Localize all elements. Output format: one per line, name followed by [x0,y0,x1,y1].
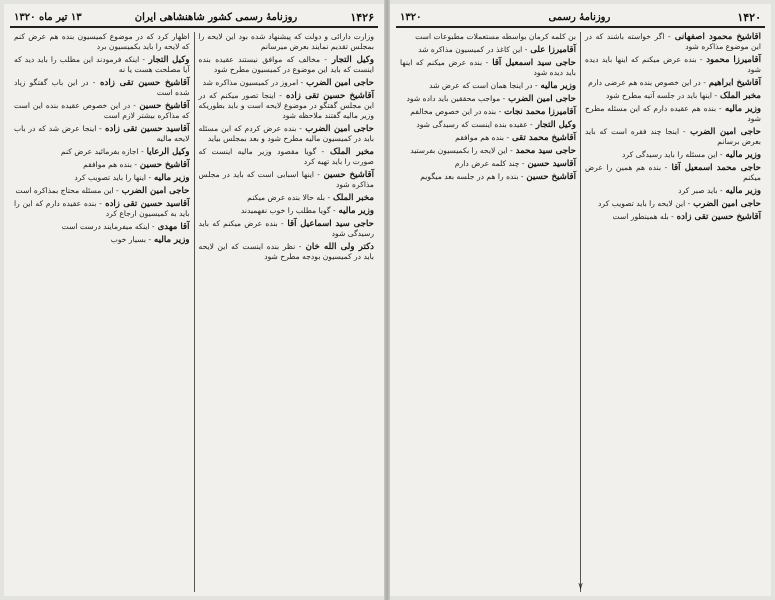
speech-paragraph [400,107,576,117]
left-page [4,4,384,596]
speech-text: - در این خصوص بنده هم عرضی دارم [588,78,706,87]
text-column [396,32,580,592]
speaker-name: آقاسید حسین [524,159,576,169]
text-column [580,32,765,592]
speech-paragraph [585,104,761,124]
speech-text: - اینها را باید تصویب کرد [74,173,152,182]
speaker-name: وزیر مالیه [721,104,761,114]
speaker-name: حاجی امین الضرب [505,94,576,104]
speaker-name: حاجی سید اسماعیل آقا [283,219,374,229]
speaker-name: مخبر الملک [717,91,761,101]
speaker-name: آقامیرزا محمد نجات [501,107,576,117]
speech-text: - بنده هم عقیده دارم که این مسئله مطرح شود [585,104,761,123]
speech-text: - بنده را هم در جلسه بعد میگویم [420,172,524,181]
speech-paragraph [14,173,190,183]
right-page [390,4,771,596]
right-page-number: ۱۴۲۰ [737,10,761,24]
speech-text: - این کاغذ در کمیسیون مذاکره شد [418,45,528,54]
speech-text: - مواجب محققین باید داده شود [406,94,506,103]
speech-text: - بنده عرض میکنم که اینها باید دیده شود [400,58,576,77]
speech-paragraph [199,219,375,239]
speech-text: اظهار کرد که در موضوع کمیسیون بنده هم عرض کنم که لایحه را باید بکمیسیون برد [14,32,190,51]
speaker-name: آقاشیخ محمود اصفهانی [670,32,761,42]
page-footer-number: ۷ [578,582,583,592]
speech-paragraph [400,32,576,42]
speaker-name: آقامیرزا محمود [702,55,761,65]
speaker-name: آقاشیخ حسین [523,172,576,182]
speech-paragraph [585,127,761,147]
speech-text: بن کلمه کرمان بواسطه مستعملات مطبوعات است [415,32,576,41]
speech-paragraph [199,170,375,190]
speech-paragraph [199,242,375,262]
text-column [10,32,194,592]
speech-text: - اینکه فرمودند این مطلب را باید دید که آیا مصلحت هست یا نه [14,55,190,74]
speech-text: - گویا مقصود وزیر مالیه اینست که صورت را باید تهیه کرد [198,147,374,166]
speech-paragraph [199,32,375,52]
speaker-name: آقاشیخ حسین تقی زاده [673,212,761,222]
speaker-name: حاجی امین الضرب [118,186,190,196]
speech-text: - اگر خواسته باشند که در این موضوع مذاکره شود [585,32,761,51]
speech-text: - امروز در کمیسیون مذاکره شد [202,78,304,87]
speaker-name: وکیل التجار [532,120,576,130]
speech-text: - اینجا چند فقره است که باید بعرض برسانم [585,127,761,146]
speech-paragraph [400,120,576,130]
speaker-name: حاجی امین الضرب [685,127,761,137]
speech-paragraph [400,81,576,91]
speech-paragraph [585,78,761,88]
speech-paragraph [14,186,190,196]
speaker-name: آقاشیخ حسین تقی زاده [281,91,374,101]
speaker-name: آقاشیخ محمد تقی [509,133,576,143]
speaker-name: حاجی امین الضرب [690,199,761,209]
speaker-name: آقاشیخ حسین تقی زاده [95,78,190,88]
speaker-name: وکیل التجار [326,55,374,65]
speech-paragraph [199,206,375,216]
speech-text: - بنده عرض میکنم که اینها باید دیده شود [585,55,761,74]
speech-text: - بنده عقیده دارم که این را باید به کمیسیون ارجاع کرد [14,199,190,218]
speech-paragraph [14,160,190,170]
speech-paragraph [14,124,190,144]
speaker-name: وکیل الرعایا [143,147,190,157]
speaker-name: وکیل التجار [144,55,190,65]
speech-paragraph [14,235,190,245]
speech-text: - اینها باید در جلسه آتیه مطرح شود [605,91,718,100]
text-column [194,32,379,592]
left-page-title: روزنامهٔ رسمی کشور شاهنشاهی ایران [134,11,298,23]
speaker-name: آقاشیخ ابراهیم [705,78,761,88]
speech-paragraph [400,45,576,55]
speaker-name: حاجی محمد اسمعیل آقا [667,163,761,173]
speaker-name: حاجی سید محمد [512,146,576,156]
speech-text: - در این باب گفتگو زیاد شده است [14,78,190,97]
speech-text: - این لایحه را باید تصویب کرد [598,199,691,208]
speech-text: - مخالف که موافق نیستند عقیده بنده اینست که باید این موضوع در کمیسیون مطرح شود [198,55,374,74]
speech-text: - چند کلمه عرض دارم [454,159,525,168]
speech-paragraph [14,101,190,121]
left-page-columns [10,32,378,592]
speech-text: - عقیده بنده اینست که رسیدگی شود [416,120,533,129]
speech-paragraph [199,147,375,167]
speech-text: - بنده در این خصوص مخالفم [410,107,502,116]
speech-text: - بله همینطور است [612,212,674,221]
speech-text: - باید صبر کرد [678,186,723,195]
speech-text: - این مسئله را باید رسیدگی کرد [622,150,723,159]
speech-paragraph [400,159,576,169]
speech-paragraph [14,199,190,219]
speech-text: - این لایحه را بکمیسیون بفرستید [410,146,513,155]
speech-paragraph [199,91,375,121]
speaker-name: آقاشیخ حسین [135,101,190,111]
right-page-columns [396,32,765,592]
speaker-name: مخبر الملک [324,147,374,157]
speech-paragraph [400,94,576,104]
speech-paragraph [199,55,375,75]
speech-paragraph [585,55,761,75]
speaker-name: آقاشیخ حسین [136,160,190,170]
speech-paragraph [585,199,761,209]
speech-text: - اینجا عرض شد که در باب لایحه مالیه [14,124,190,143]
speaker-name: وزیر مالیه [151,173,190,183]
speech-text: - در اینجا همان است که عرض شد [429,81,538,90]
speech-paragraph [585,186,761,196]
speech-paragraph [585,212,761,222]
speech-paragraph [400,146,576,156]
speech-text: - اینکه میفرمایند درست است [61,222,155,231]
right-page-header [396,8,765,28]
speech-text: - نظر بنده اینست که این لایحه باید در کمیسیون بودجه مطرح شود [198,242,374,261]
speech-paragraph [585,163,761,183]
speech-paragraph [585,32,761,52]
speaker-name: مخبر الملک [330,193,374,203]
speech-text: - گویا مطلب را خوب نفهمیدند [240,206,336,215]
speaker-name: آقامیرزا علی [527,45,576,55]
speech-text: - بنده هم موافقم [455,133,510,142]
speaker-name: حاجی سید اسمعیل آقا [488,58,576,68]
speech-paragraph [400,172,576,182]
speech-paragraph [400,58,576,78]
speech-paragraph [199,124,375,144]
speech-paragraph [14,55,190,75]
speech-paragraph [400,133,576,143]
speech-text: وزارت دارائی و دولت که پیشنهاد شده بود این لایحه را بمجلس تقدیم نمایند بعرض میرسانم [198,32,374,51]
speaker-name: آقا مهدی [154,222,190,232]
speaker-name: آقاشیخ حسین [319,170,374,180]
speech-text: - بنده عرض کردم که این مسئله باید در کمیسیون مالیه مطرح شود و بعد بمجلس بیاید [198,124,374,143]
speech-text: - بسیار خوب [110,235,152,244]
speaker-name: آقاسید حسین تقی زاده [101,199,190,209]
speech-text: - در این خصوص عقیده بنده این است که مذاکره بیشتر لازم است [14,101,190,120]
speech-paragraph [585,91,761,101]
speech-paragraph [199,193,375,203]
speech-text: - بنده هم موافقم [83,160,137,169]
speech-paragraph [199,78,375,88]
speaker-name: وزیر مالیه [537,81,576,91]
speaker-name: حاجی امین الضرب [301,124,374,134]
speech-text: - اجازه بفرمائید عرض کنم [60,147,144,156]
right-page-date: ۱۳۲۰ [400,11,422,23]
speaker-name: دکتر ولی الله خان [301,242,374,252]
left-page-number: ۱۴۲۶ [350,10,374,24]
speaker-name: حاجی امین الضرب [303,78,374,88]
speaker-name: وزیر مالیه [722,186,761,196]
right-page-title: روزنامهٔ رسمی [548,11,611,23]
speech-text: - بله حالا بنده عرض میکنم [247,193,331,202]
speech-paragraph [14,222,190,232]
speech-text: - بنده هم همین را عرض میکنم [585,163,761,182]
speech-text: - بنده عرض میکنم که باید رسیدگی شود [198,219,374,238]
speech-paragraph [585,150,761,160]
speaker-name: وزیر مالیه [335,206,374,216]
left-page-date: ۱۳ تیر ماه ۱۳۲۰ [14,11,82,23]
speech-paragraph [14,78,190,98]
speech-text: - اینجا تصور میکنم که در این مجلس گفتگو در موضوع لایحه است و باید بطوریکه وزیر مالیه گفتند ملاحظه شود [198,91,374,120]
speech-paragraph [14,32,190,52]
speaker-name: آقاسید حسین تقی زاده [101,124,190,134]
speech-paragraph [14,147,190,157]
speech-text: - این مسئله محتاج بمذاکره است [15,186,119,195]
speaker-name: وزیر مالیه [151,235,190,245]
speech-text: - اینها اسبابی است که باید در مجلس مذاکره شود [198,170,374,189]
left-page-header [10,8,378,28]
speaker-name: وزیر مالیه [722,150,761,160]
